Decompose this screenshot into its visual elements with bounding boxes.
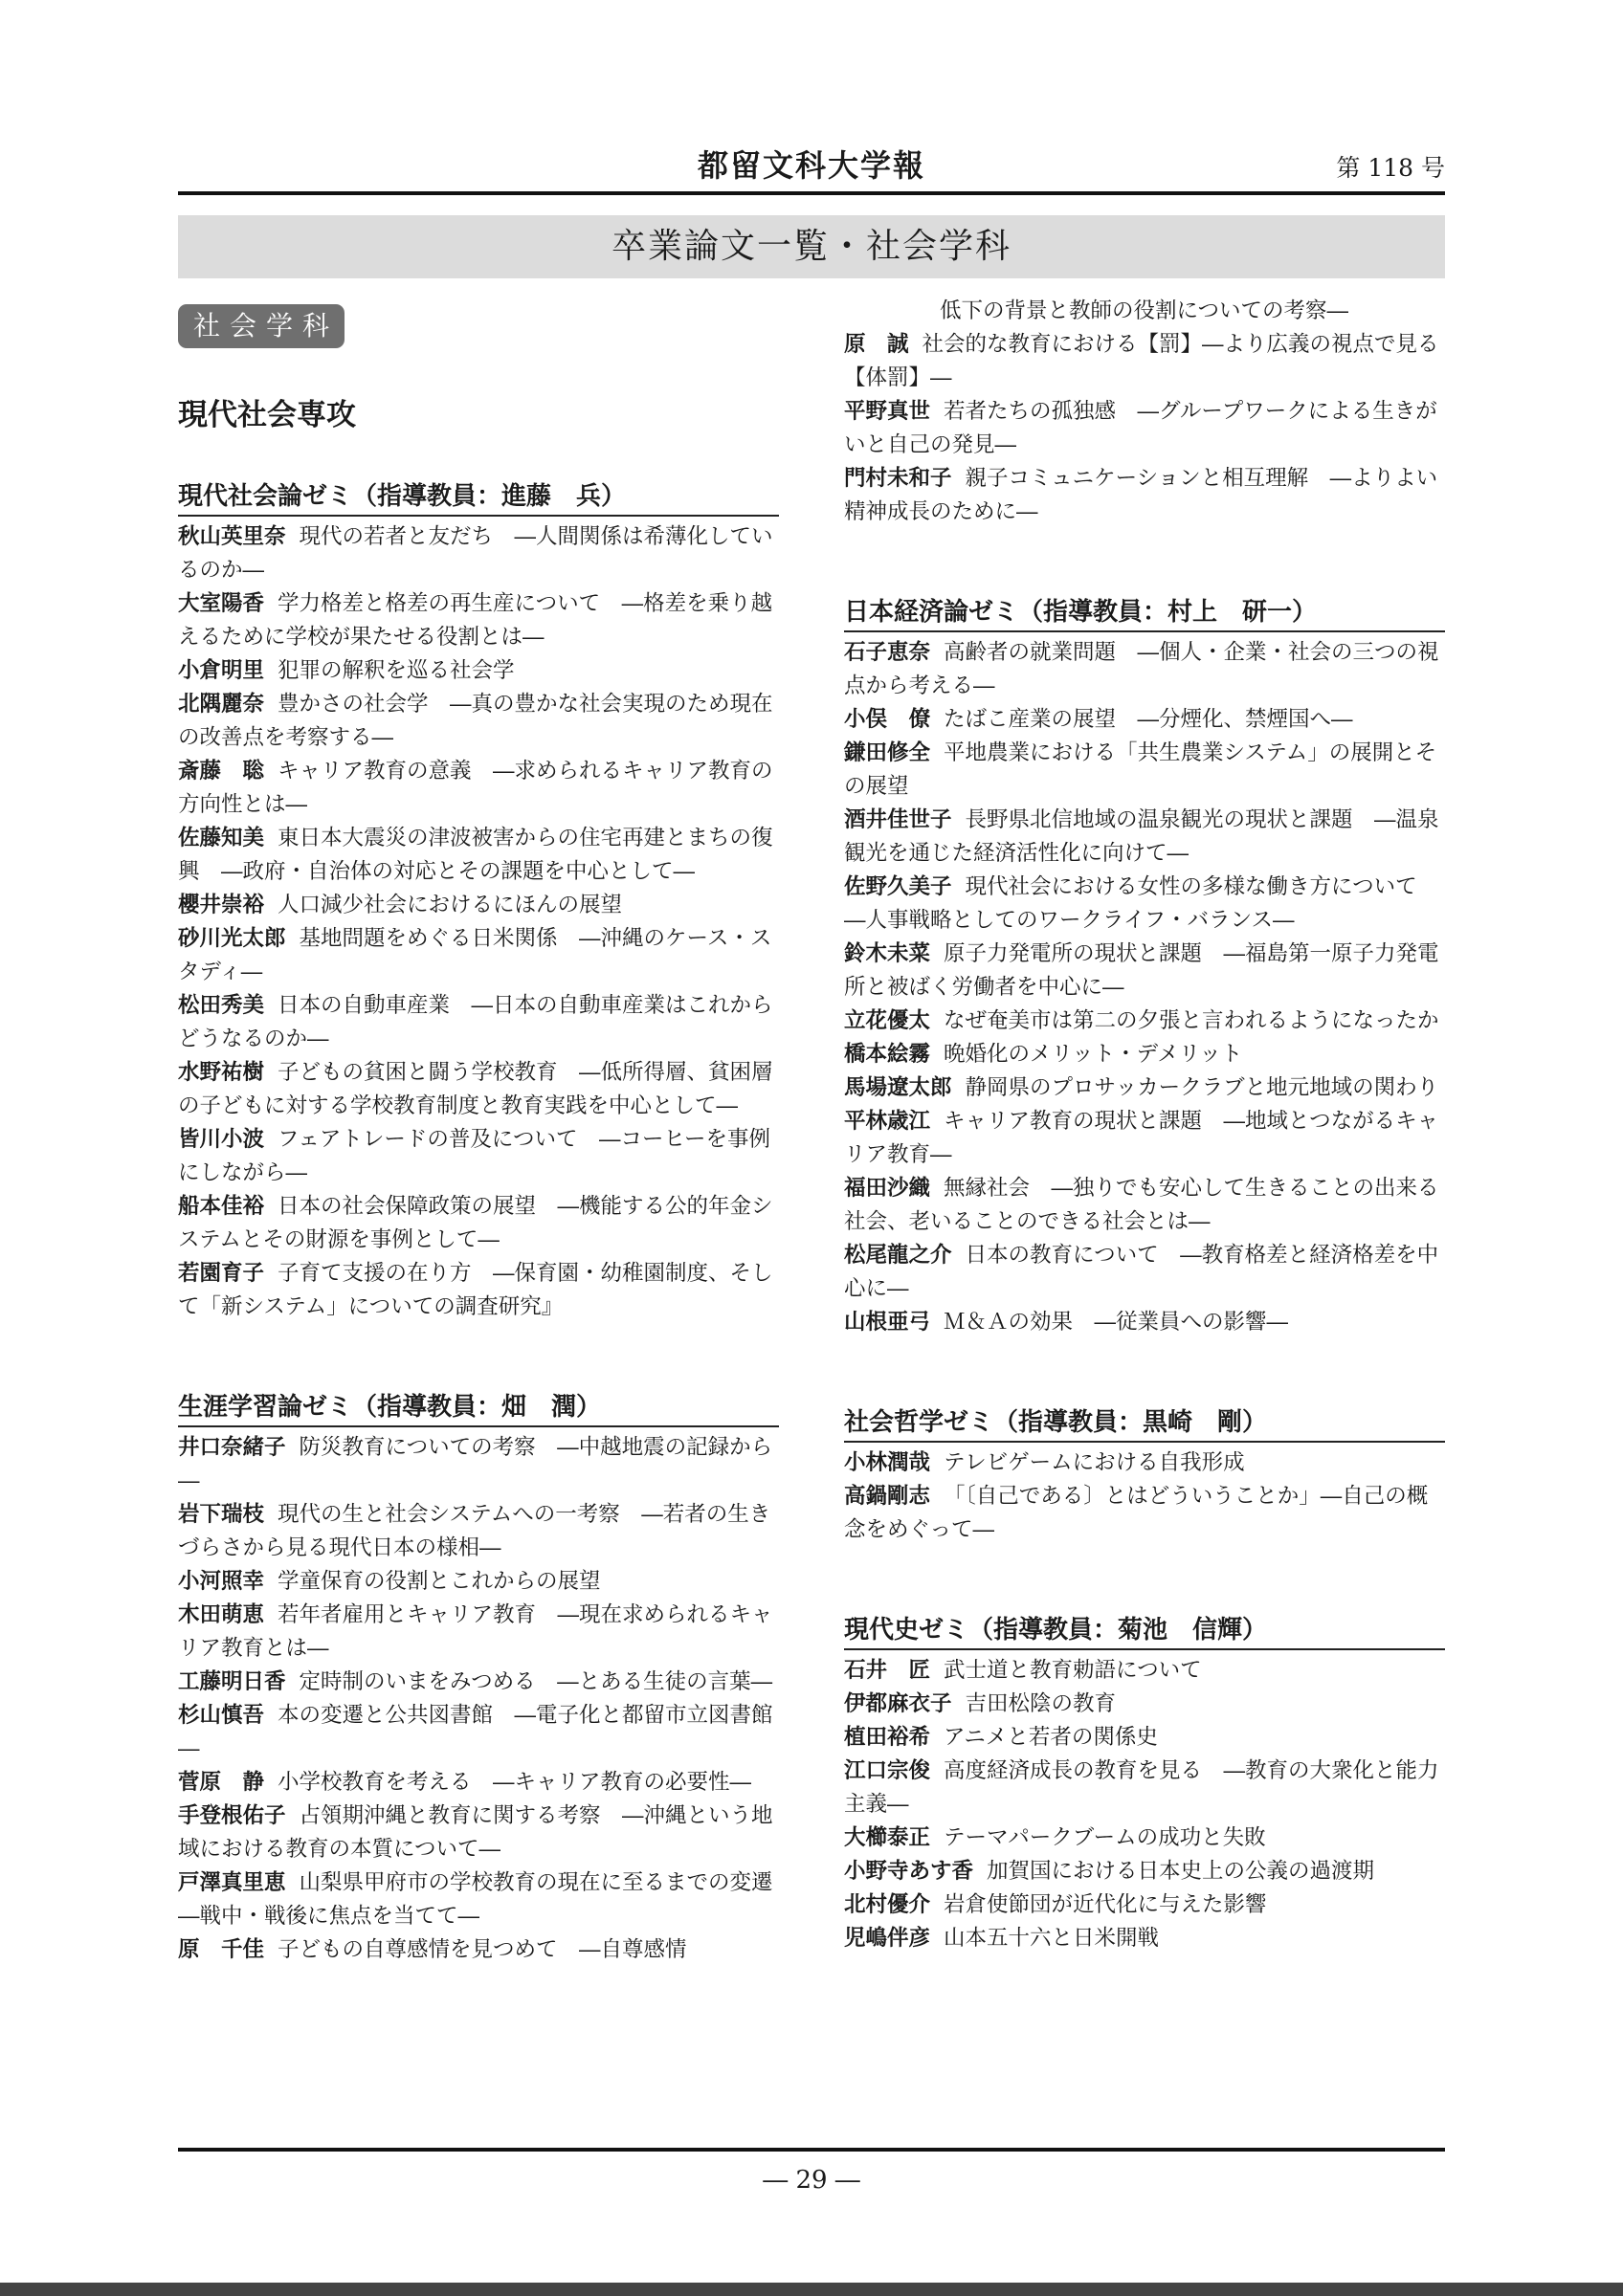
- thesis-entry: [844, 703, 1445, 737]
- student-name: 櫻井崇裕: [178, 893, 265, 917]
- student-name: 佐藤知美: [178, 826, 265, 850]
- thesis-title: 現代の生と社会システムへの一考察 ―若者の生きづらさから見る現代日本の様相―: [178, 1502, 771, 1560]
- student-name: 戸澤真里恵: [178, 1870, 286, 1895]
- student-name: 原 誠: [844, 332, 909, 357]
- thesis-title: 高齢者の就業問題 ―個人・企業・社会の三つの視点から考える―: [844, 640, 1439, 698]
- thesis-title: キャリア教育の現状と課題 ―地域とつながるキャリア教育―: [844, 1109, 1439, 1167]
- thesis-title: 現代の若者と友だち ―人間関係は希薄化しているのか―: [178, 524, 773, 583]
- thesis-title: 基地問題をめぐる日米関係 ―沖縄のケース・スタディ―: [178, 926, 772, 984]
- thesis-entry: [844, 1038, 1445, 1071]
- thesis-entry: [844, 1239, 1445, 1306]
- thesis-entry: [178, 1699, 779, 1766]
- thesis-entry: [844, 1306, 1445, 1339]
- thesis-entry: [844, 1721, 1445, 1755]
- thesis-entry: [844, 462, 1445, 529]
- thesis-entry: [844, 1004, 1445, 1038]
- thesis-entry: [178, 1666, 779, 1699]
- footer-rule: [178, 2148, 1445, 2152]
- student-name: 小倉明里: [178, 658, 265, 683]
- thesis-title: 原子力発電所の現状と課題 ―福島第一原子力発電所と被ばく労働者を中心に―: [844, 941, 1439, 1000]
- seminar-section: [844, 1406, 1445, 1547]
- student-name: 木田萌恵: [178, 1602, 265, 1627]
- thesis-entry: [844, 1821, 1445, 1855]
- thesis-title: 占領期沖縄と教育に関する考察 ―沖縄という地域における教育の本質について―: [178, 1803, 773, 1862]
- student-name: 手登根佑子: [178, 1803, 286, 1828]
- thesis-entry: [844, 1922, 1445, 1955]
- thesis-title: Ｍ＆Ａの効果 ―従業員への影響―: [944, 1310, 1289, 1335]
- thesis-title: 日本の教育について ―教育格差と経済格差を中心に―: [844, 1243, 1439, 1301]
- thesis-entry: [844, 737, 1445, 804]
- seminar-heading: 現代史ゼミ（指導教員：菊池 信輝）: [844, 1614, 1445, 1650]
- thesis-title: 日本の自動車産業 ―日本の自動車産業はこれからどうなるのか―: [178, 993, 773, 1051]
- right-continued-entries: [844, 328, 1445, 529]
- student-name: 植田裕希: [844, 1725, 931, 1750]
- journal-title: 都留文科大学報: [697, 147, 925, 184]
- student-name: 大室陽香: [178, 591, 265, 616]
- thesis-title: 日本の社会保障政策の展望 ―機能する公的年金システムとその財源を事例として―: [178, 1194, 773, 1252]
- seminar-section: [178, 480, 779, 1324]
- thesis-entry: [178, 889, 779, 922]
- thesis-title: 親子コミュニケーションと相互理解 ―よりよい精神成長のために―: [844, 466, 1438, 524]
- thesis-title: 社会的な教育における【罰】―より広義の視点で見る【体罰】―: [844, 332, 1439, 390]
- thesis-entry: [178, 1431, 779, 1498]
- thesis-title: 子育て支援の在り方 ―保育園・幼稚園制度、そして「新システム」についての調査研究』: [178, 1261, 773, 1319]
- left-column: [178, 304, 795, 2034]
- thesis-entry: [178, 922, 779, 989]
- student-name: 岩下瑞枝: [178, 1502, 265, 1527]
- thesis-entry: [844, 328, 1445, 395]
- seminar-heading: 日本経済論ゼミ（指導教員：村上 研一）: [844, 596, 1445, 632]
- thesis-entry: [178, 822, 779, 889]
- thesis-entry: [844, 1446, 1445, 1480]
- thesis-title: 豊かさの社会学 ―真の豊かな社会実現のため現在の改善点を考察する―: [178, 692, 773, 750]
- thesis-title: 加賀国における日本史上の公義の過渡期: [987, 1859, 1375, 1884]
- thesis-title: テーマパークブームの成功と失敗: [944, 1825, 1266, 1850]
- thesis-entry: [178, 520, 779, 587]
- thesis-title: 犯罪の解釈を巡る社会学: [278, 658, 515, 683]
- student-name: 北村優介: [844, 1892, 931, 1917]
- thesis-title: なぜ奄美市は第二の夕張と言われるようになったか: [944, 1008, 1439, 1033]
- thesis-title: 学童保育の役割とこれからの展望: [278, 1569, 601, 1594]
- thesis-entry: [178, 1866, 795, 1933]
- student-name: 原 千佳: [178, 1937, 265, 1962]
- major-heading: 現代社会専攻: [178, 398, 356, 432]
- student-name: 小林潤哉: [844, 1450, 931, 1475]
- left-seminar-list: [178, 480, 795, 1967]
- thesis-entry: [844, 1071, 1445, 1105]
- thesis-entry: [178, 1257, 779, 1324]
- student-name: 山根亜弓: [844, 1310, 931, 1335]
- student-name: 佐野久美子: [844, 874, 952, 899]
- department-badge: 社会学科: [178, 304, 345, 348]
- student-name: 小野寺あす香: [844, 1859, 974, 1884]
- thesis-title: 若年者雇用とキャリア教育 ―現在求められるキャリア教育とは―: [178, 1602, 773, 1661]
- student-name: 斎藤 聡: [178, 759, 265, 784]
- thesis-entry: [844, 636, 1445, 703]
- thesis-entry: [844, 1172, 1445, 1239]
- scan-edge-band: [0, 2283, 1623, 2296]
- student-name: 児嶋伴彦: [844, 1926, 931, 1951]
- thesis-entry: [844, 938, 1445, 1004]
- seminar-section: [844, 1614, 1445, 1955]
- thesis-title: 子どもの自尊感情を見つめて ―自尊感情: [278, 1937, 687, 1962]
- student-name: 井口奈緒子: [178, 1435, 286, 1460]
- student-name: 門村未和子: [844, 466, 952, 491]
- student-name: 水野祐樹: [178, 1060, 265, 1085]
- thesis-entry: [178, 1056, 779, 1123]
- thesis-entry: [844, 804, 1445, 871]
- seminar-heading: 生涯学習論ゼミ（指導教員：畑 潤）: [178, 1391, 779, 1427]
- student-name: 秋山英里奈: [178, 524, 286, 549]
- student-name: 松田秀美: [178, 993, 265, 1018]
- student-name: 若園育子: [178, 1261, 265, 1286]
- thesis-entry: [178, 1933, 779, 1967]
- student-name: 平野真世: [844, 399, 931, 424]
- thesis-entry: [844, 1688, 1445, 1721]
- thesis-title: 「〔自己である〕とはどういうことか」―自己の概念をめぐって―: [844, 1484, 1429, 1542]
- thesis-entry: [178, 1599, 779, 1666]
- student-name: 伊都麻衣子: [844, 1691, 952, 1716]
- thesis-title: 小学校教育を考える ―キャリア教育の必要性―: [278, 1770, 752, 1795]
- thesis-title: 子どもの貧困と闘う学校教育 ―低所得層、貧困層の子どもに対する学校教育制度と教育実践を中心として―: [178, 1060, 773, 1118]
- student-name: 高鍋剛志: [844, 1484, 931, 1509]
- student-name: 船本佳裕: [178, 1194, 265, 1219]
- student-name: 砂川光太郎: [178, 926, 286, 951]
- header-rule: [178, 191, 1445, 195]
- student-name: 小俣 僚: [844, 707, 931, 732]
- thesis-entry: [178, 1498, 779, 1565]
- thesis-title: テレビゲームにおける自我形成: [944, 1450, 1245, 1475]
- thesis-entry: [844, 1105, 1445, 1172]
- student-name: 石井 匠: [844, 1658, 931, 1683]
- thesis-title: 晩婚化のメリット・デメリット: [944, 1042, 1243, 1067]
- thesis-entry: [178, 1766, 779, 1799]
- seminar-heading: 社会哲学ゼミ（指導教員：黒崎 剛）: [844, 1406, 1445, 1443]
- seminar-section: [178, 1391, 795, 1967]
- thesis-entry: [178, 1190, 779, 1257]
- thesis-entry: [178, 1565, 779, 1599]
- thesis-entry: [178, 587, 779, 654]
- thesis-title: 長野県北信地域の温泉観光の現状と課題 ―温泉観光を通じた経済活性化に向けて―: [844, 807, 1439, 866]
- student-name: 江口宗俊: [844, 1758, 931, 1783]
- student-name: 工藤明日香: [178, 1669, 286, 1694]
- thesis-title: 東日本大震災の津波被害からの住宅再建とまちの復興 ―政府・自治体の対応とその課題を中心として―: [178, 826, 773, 884]
- thesis-title: 定時制のいまをみつめる ―とある生徒の言葉―: [299, 1669, 773, 1694]
- student-name: 松尾龍之介: [844, 1243, 952, 1268]
- seminar-section: [844, 596, 1445, 1339]
- thesis-title: フェアトレードの普及について ―コーヒーを事例にしながら―: [178, 1127, 771, 1185]
- thesis-entry: [178, 989, 779, 1056]
- thesis-title: 武士道と教育勅語について: [944, 1658, 1202, 1683]
- thesis-title: アニメと若者の関係史: [944, 1725, 1158, 1750]
- thesis-title: 静岡県のプロサッカークラブと地元地域の関わり: [965, 1075, 1439, 1100]
- thesis-title: 吉田松陰の教育: [965, 1691, 1117, 1716]
- thesis-entry: [844, 1654, 1445, 1688]
- student-name: 皆川小波: [178, 1127, 265, 1152]
- thesis-title: 若者たちの孤独感 ―グループワークによる生きがいと自己の発見―: [844, 399, 1437, 457]
- thesis-title: 防災教育についての考察 ―中越地震の記録から―: [178, 1435, 773, 1493]
- student-name: 鎌田修全: [844, 740, 931, 765]
- thesis-entry: [844, 1855, 1445, 1888]
- student-name: 小河照幸: [178, 1569, 265, 1594]
- section-banner: 卒業論文一覧・社会学科: [178, 215, 1445, 278]
- continued-title: 低下の背景と教師の役割についての考察―: [940, 298, 1349, 323]
- student-name: 酒井佳世子: [844, 807, 952, 832]
- issue-number: 第 118 号: [1336, 154, 1445, 182]
- student-name: 橋本絵霧: [844, 1042, 931, 1067]
- student-name: 大櫛泰正: [844, 1825, 931, 1850]
- thesis-title: 岩倉使節団が近代化に与えた影響: [944, 1892, 1267, 1917]
- student-name: 福田沙織: [844, 1176, 931, 1201]
- thesis-title: たばこ産業の展望 ―分煙化、禁煙国へ―: [944, 707, 1353, 732]
- thesis-entry: [844, 1755, 1445, 1821]
- student-name: 石子恵奈: [844, 640, 931, 665]
- page-number: ― 29 ―: [763, 2166, 860, 2195]
- thesis-entry: [844, 1888, 1445, 1922]
- student-name: 杉山慎吾: [178, 1703, 265, 1728]
- thesis-title: 現代社会における女性の多様な働き方について ―人事戦略としてのワークライフ・バランス―: [844, 874, 1439, 933]
- thesis-entry: [178, 688, 779, 755]
- student-name: 平林歳江: [844, 1109, 931, 1134]
- thesis-entry: [178, 1799, 779, 1866]
- thesis-title: 山本五十六と日米開戦: [944, 1926, 1160, 1951]
- thesis-title: 学力格差と格差の再生産について ―格差を乗り越えるために学校が果たせる役割とは―: [178, 591, 773, 650]
- thesis-entry: [844, 1480, 1445, 1547]
- thesis-entry: [844, 395, 1445, 462]
- seminar-heading: 現代社会論ゼミ（指導教員：進藤 兵）: [178, 480, 779, 517]
- student-name: 菅原 静: [178, 1770, 265, 1795]
- thesis-entry: [844, 871, 1445, 938]
- thesis-entry: [178, 1123, 779, 1190]
- right-seminar-list: [844, 596, 1445, 1955]
- student-name: 北隅麗奈: [178, 692, 265, 717]
- thesis-title: 無縁社会 ―独りでも安心して生きることの出来る社会、老いることのできる社会とは―: [844, 1176, 1439, 1234]
- student-name: 立花優太: [844, 1008, 931, 1033]
- student-name: 馬場遼太郎: [844, 1075, 952, 1100]
- thesis-title: 人口減少社会におけるにほんの展望: [278, 893, 623, 917]
- thesis-title: 平地農業における「共生農業システム」の展開とその展望: [844, 740, 1437, 799]
- thesis-entry: [178, 654, 779, 688]
- student-name: 鈴木未菜: [844, 941, 931, 966]
- thesis-title: 山梨県甲府市の学校教育の現在に至るまでの変遷 ―戦中・戦後に焦点を当てて―: [178, 1870, 795, 1929]
- thesis-title: 本の変遷と公共図書館 ―電子化と都留市立図書館―: [178, 1703, 773, 1761]
- thesis-title: 高度経済成長の教育を見る ―教育の大衆化と能力主義―: [844, 1758, 1439, 1817]
- thesis-title: キャリア教育の意義 ―求められるキャリア教育の方向性とは―: [178, 759, 773, 817]
- thesis-entry: [178, 755, 779, 822]
- right-column: [844, 295, 1445, 2022]
